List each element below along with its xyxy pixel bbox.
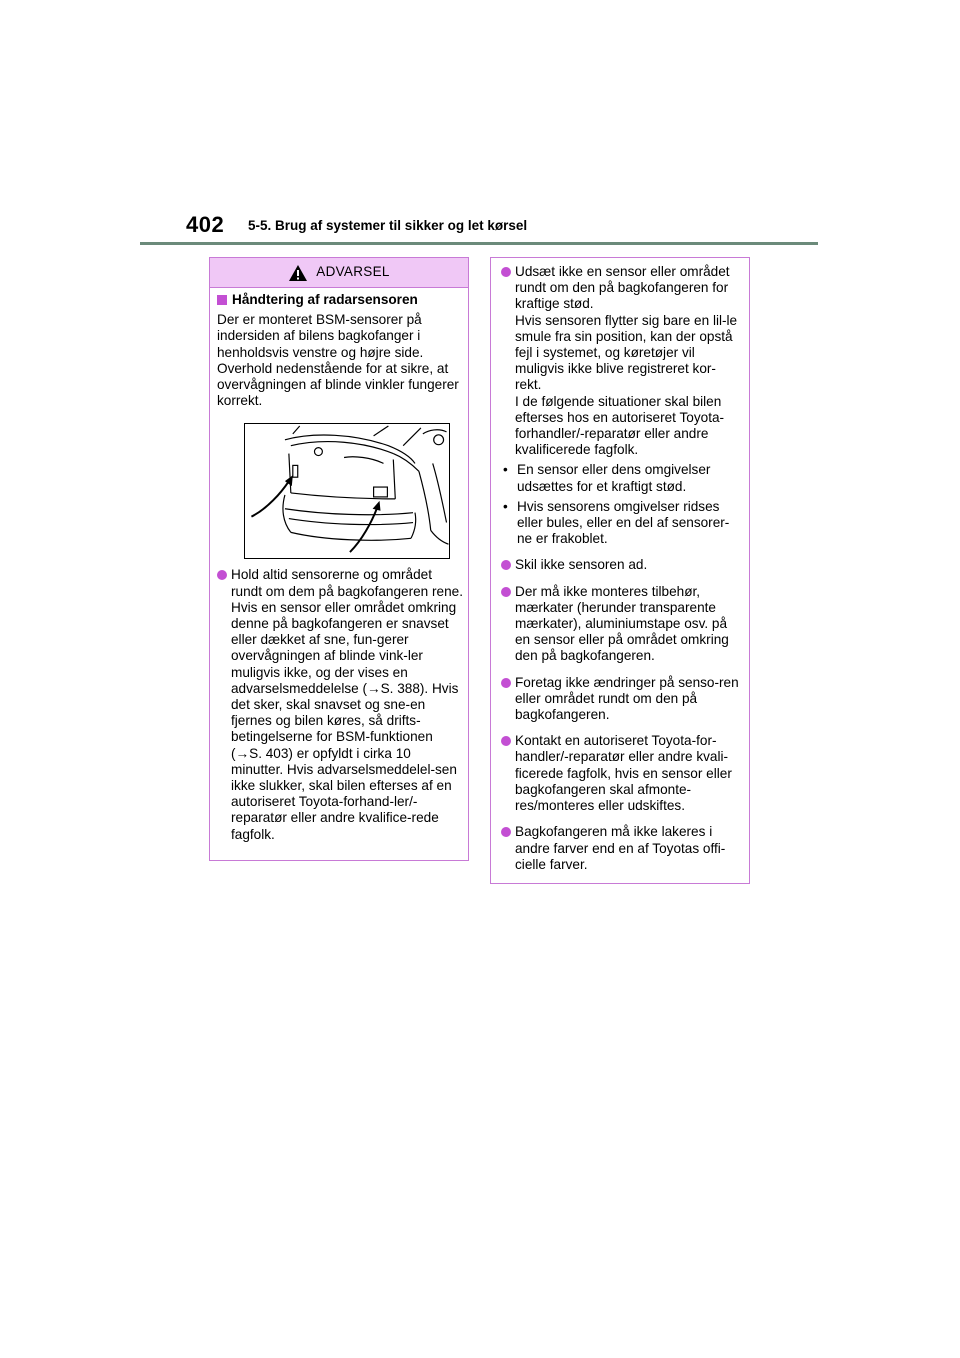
sub-bullet-list: [501, 462, 739, 547]
sub-bullet-icon: •: [503, 462, 508, 478]
rear-bumper-illustration: [244, 423, 450, 559]
warning-left-body: [210, 288, 468, 843]
dot-bullet-icon: [501, 587, 511, 597]
left-dot-list: [217, 567, 463, 842]
dot-bullet-icon: [501, 267, 511, 277]
warning-label: ADVARSEL: [316, 264, 390, 280]
square-bullet-icon: [217, 295, 227, 305]
list-item-text: Bagkofangeren må ikke lakeres i andre farver end en af Toyotas offi-cielle farver.: [515, 824, 726, 872]
dot-bullet-icon: [501, 827, 511, 837]
dot-bullet-icon: [501, 678, 511, 688]
dot-bullet-icon: [501, 736, 511, 746]
warning-triangle-icon: [288, 264, 308, 282]
sub-list-item-text: En sensor eller dens omgivelser udsættes for et kraftigt stød.: [517, 462, 711, 494]
list-item: [501, 264, 739, 458]
list-item: [501, 584, 739, 665]
list-item-text: Foretag ikke ændringer på senso-ren eller området rundt om den på bagkofangeren.: [515, 674, 739, 723]
list-item: [217, 567, 463, 842]
warning-header: [210, 258, 468, 288]
intro-paragraph: Der er monteret BSM-sensorer på indersiden af bilens bagkofanger i henholdsvis venstre og højre side. Overhold nedenstående for at sikre, at overvågningen af blinde vinkler fungerer korrekt.: [217, 312, 459, 409]
section-subhead: [217, 292, 463, 308]
chapter-title: 5-5. Brug af systemer til sikker og let kørsel: [248, 218, 528, 233]
sub-list-item-text: Hvis sensorens omgivelser ridses eller bules, eller en del af sensorer-ne er frakoblet.: [517, 498, 730, 547]
list-item: [501, 824, 739, 873]
list-item-text: Kontakt en autoriseret Toyota-for-handler/-reparatør eller andre kvali-ficerede fagfolk, hvis en sensor eller bagkofangeren skal afmonte-res/monteres eller udskiftes.: [515, 733, 732, 814]
list-item: [501, 557, 739, 573]
list-item: [501, 733, 739, 814]
warning-box-right: [490, 257, 750, 884]
sub-bullet-icon: •: [503, 498, 508, 514]
subhead-text: Håndtering af radarsensoren: [232, 292, 418, 307]
list-item-text: Skil ikke sensoren ad.: [515, 557, 648, 573]
list-item-text: Hold altid sensorerne og området rundt om dem på bagkofangeren rene. Hvis en sensor eller området omkring denne på bagkofangeren er snavset eller dækket af sne, fun-gerer overvågningen af blinde vink-ler muligvis ikke, og der vises en advarselsmeddelelse (→S. 388). Hvis det sker, skal snavset og sne-en fjernes og bilen køres, så drifts-betingelserne for BSM-funktionen (→S. 403) er opfyldt i cirka 10 minutter. Hvis advarselsmeddelel-sen ikke slukker, skal bilen efterses af en autoriseret Toyota-forhand-ler/-reparatør eller andre kvalifice-rede fagfolk.: [231, 567, 464, 842]
header-divider: [140, 242, 818, 245]
dot-bullet-icon: [217, 570, 227, 580]
list-item-text: Der må ikke monteres tilbehør, mærkater (herunder transparente mærkater), aluminiumstape osv. på en sensor eller på området omkring den på bagkofangeren.: [515, 583, 729, 664]
sub-list-item: [501, 499, 739, 548]
warning-box-left: [209, 257, 469, 861]
sub-list-item: [501, 462, 739, 494]
dot-bullet-icon: [501, 560, 511, 570]
car-rear-bumper-drawing: [245, 424, 449, 558]
list-item-text: Udsæt ikke en sensor eller området rundt om den på bagkofangeren for kraftige stød. Hvis sensoren flytter sig bare en lil-le smule fra sin position, kan der opstå fejl i systemet, og køretøjer vil muligvis ikke blive registreret kor-rekt. I de følgende situationer skal bilen efterses hos en autoriseret Toyota-forhandler/-reparatør eller andre kvalificerede fagfolk.: [515, 264, 738, 458]
page-number: 402: [186, 212, 225, 237]
list-item: [501, 675, 739, 724]
